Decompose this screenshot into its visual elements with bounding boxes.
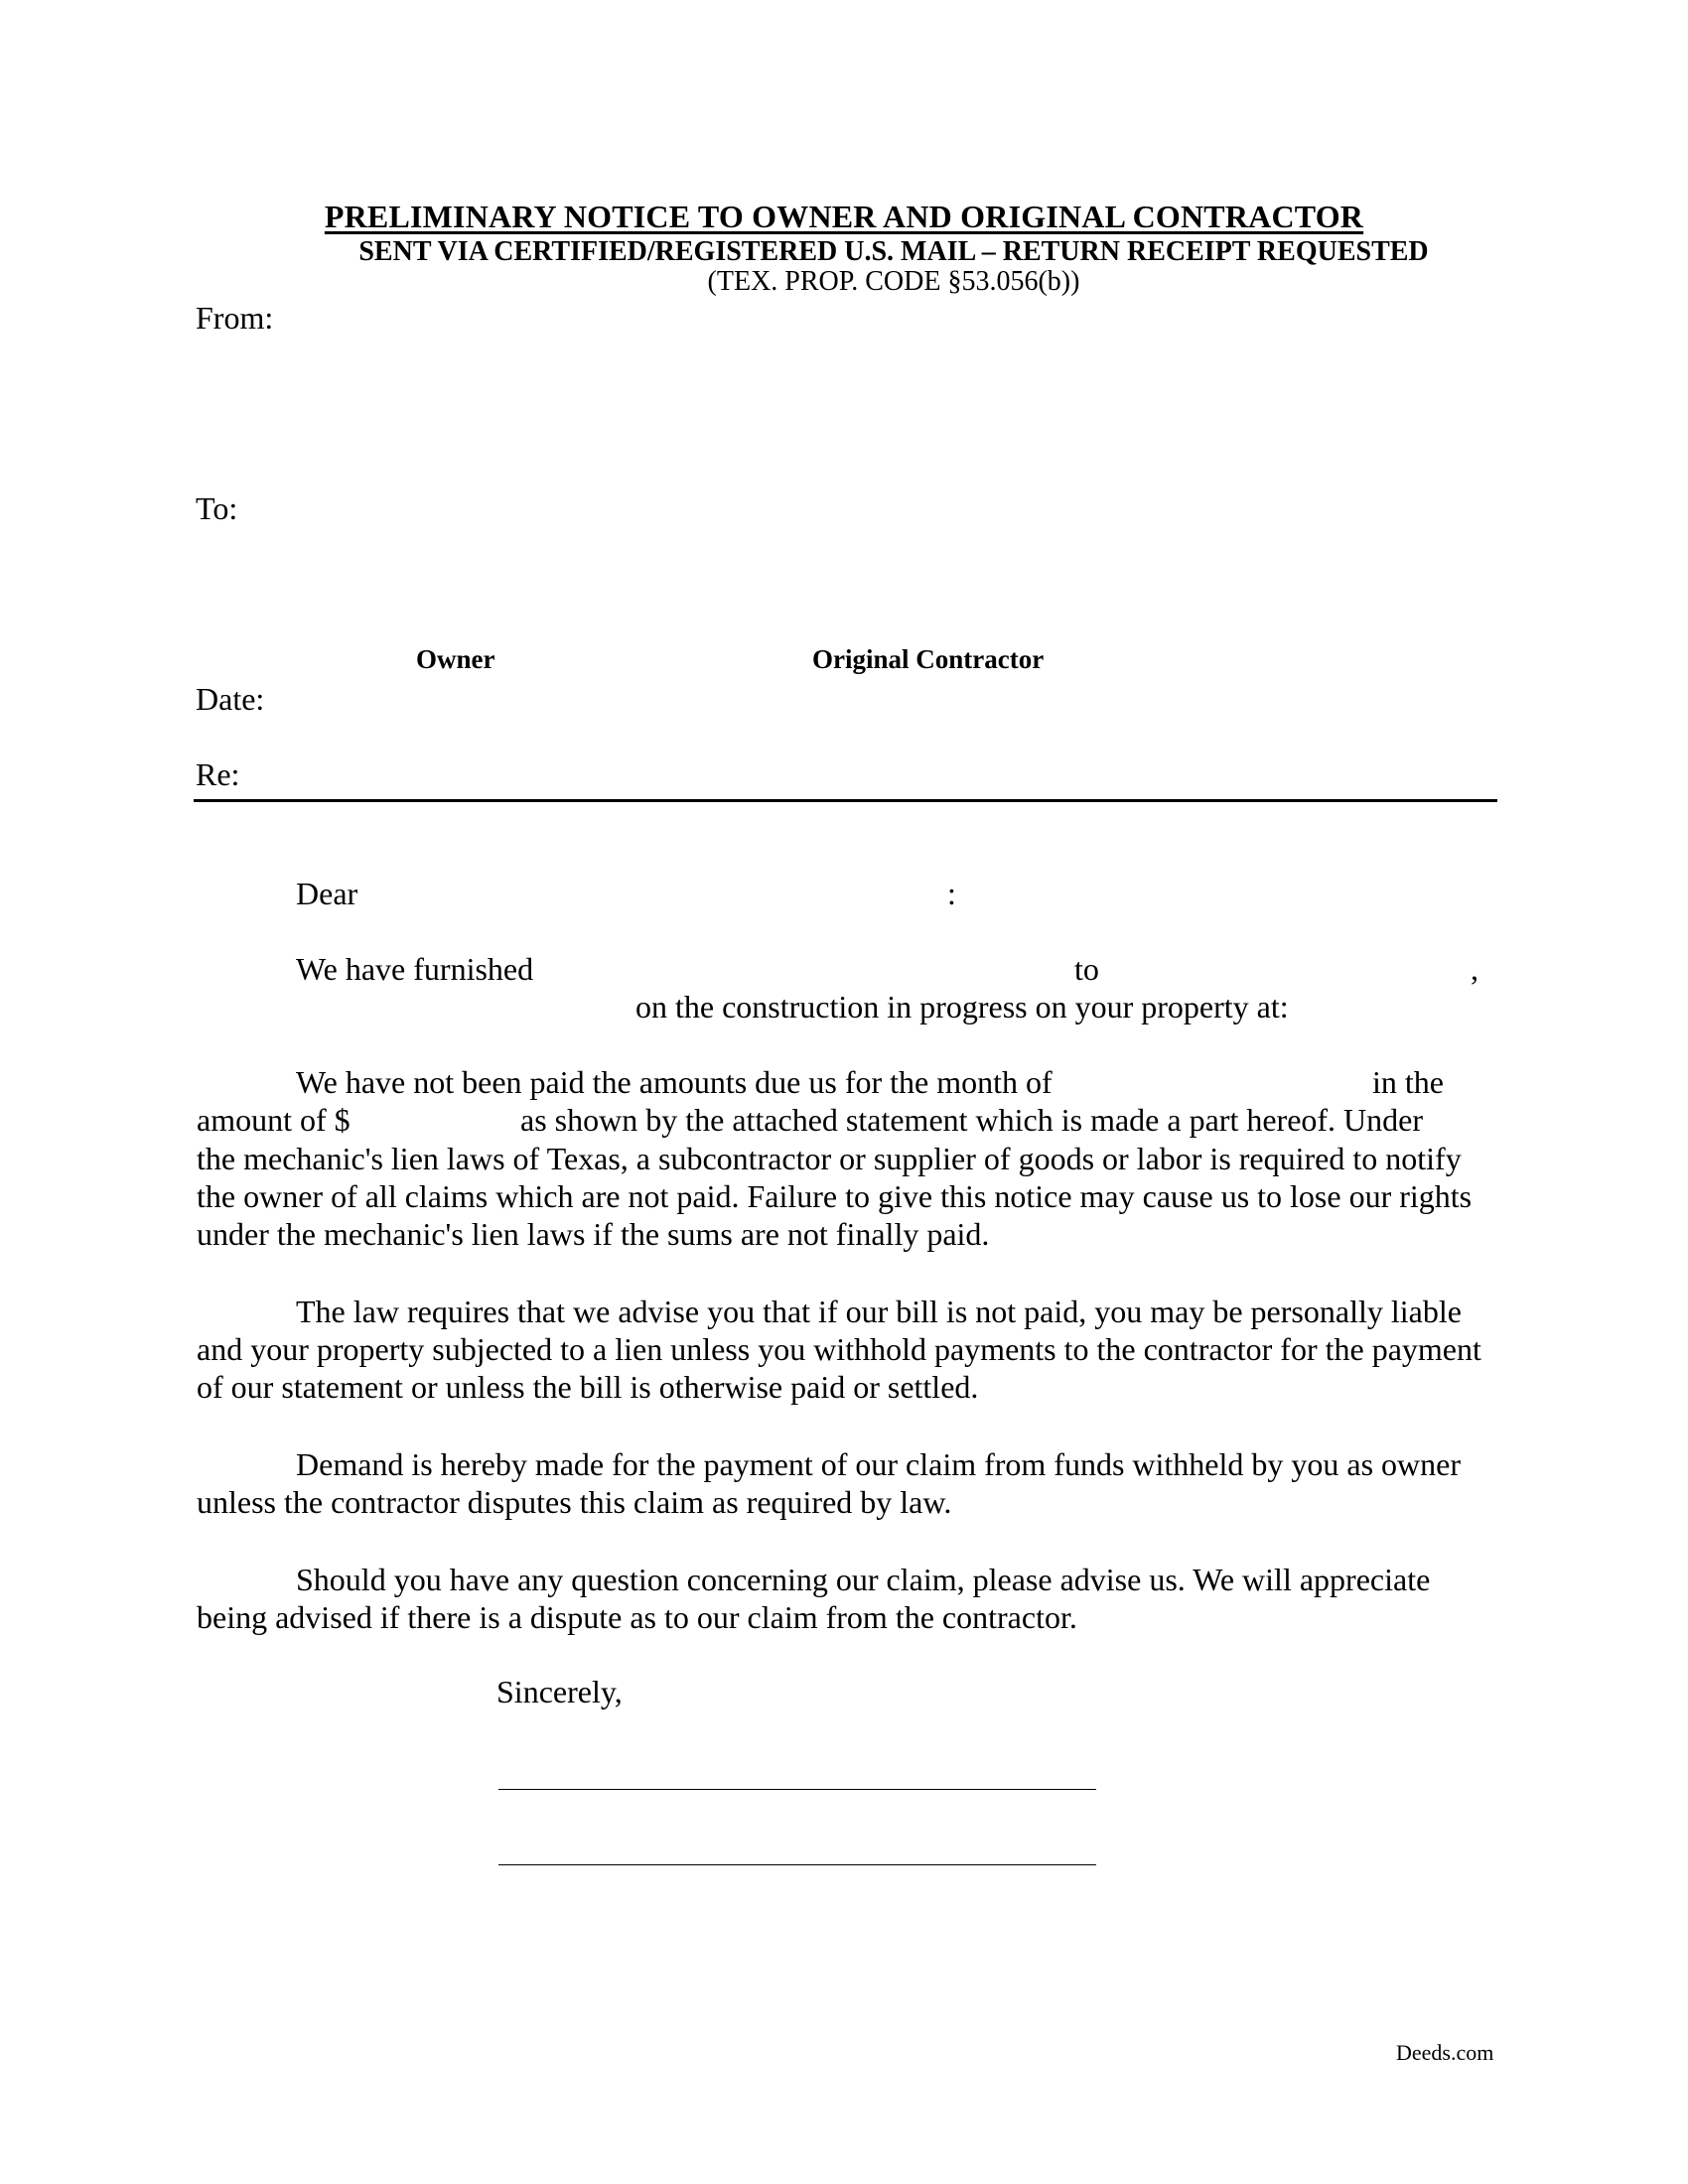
salutation-colon: : (947, 876, 956, 911)
from-label: From: (196, 300, 274, 336)
salutation: Dear (296, 876, 358, 911)
furnished-comma: , (1471, 951, 1478, 987)
para1-line1-suffix: in the (1372, 1064, 1444, 1100)
document-title: PRELIMINARY NOTICE TO OWNER AND ORIGINAL CONTRACTOR (324, 199, 1364, 234)
para1-line1-prefix: We have not been paid the amounts due us for the month of (296, 1064, 1053, 1100)
statute-citation: (TEX. PROP. CODE §53.056(b)) (707, 266, 1080, 297)
para3-demand (197, 1445, 1499, 1521)
signature-line (498, 1789, 1096, 1790)
closing: Sincerely, (496, 1674, 623, 1709)
original-contractor-column-heading: Original Contractor (812, 644, 1045, 674)
owner-column-heading: Owner (416, 644, 495, 674)
footer-brand: Deeds.com (1396, 2040, 1494, 2065)
para1-line2-prefix: amount of $ (197, 1102, 351, 1138)
para4-text: Should you have any question concerning our claim, please advise us. We will appreciate being advised if there is a dispute as to our claim from the contractor. (197, 1562, 1431, 1635)
para2-text: The law requires that we advise you that if our bill is not paid, you may be personally liable and your property subjected to a lien unless you withhold payments to the contractor for the payment of our statement or unless the bill is otherwise paid or settled. (197, 1294, 1481, 1405)
furnished-to: to (1074, 951, 1099, 987)
para4-questions (197, 1561, 1499, 1636)
delivery-method-subtitle: SENT VIA CERTIFIED/REGISTERED U.S. MAIL – RETURN RECEIPT REQUESTED (358, 236, 1429, 267)
date-label: Date: (196, 681, 265, 717)
printed-name-line (498, 1864, 1096, 1865)
to-label: To: (196, 490, 238, 526)
para1-line2-suffix: as shown by the attached statement which is made a part hereof. Under (520, 1102, 1424, 1138)
para3-text: Demand is hereby made for the payment of our claim from funds withheld by you as owner unless the contractor disputes this claim as required by law. (197, 1446, 1462, 1520)
furnished-suffix: on the construction in progress on your property at: (635, 989, 1289, 1024)
para1-continuation: the mechanic's lien laws of Texas, a subcontractor or supplier of goods or labor is required to notify the owner of all claims which are not paid. Failure to give this notice may cause us to lose our rights under the mechanic's lien laws if the sums are not finally paid. (197, 1141, 1473, 1252)
furnished-prefix: We have furnished (296, 951, 534, 987)
re-divider-line (194, 799, 1497, 802)
re-label: Re: (196, 756, 240, 792)
para2-lien-advisory (197, 1293, 1499, 1406)
